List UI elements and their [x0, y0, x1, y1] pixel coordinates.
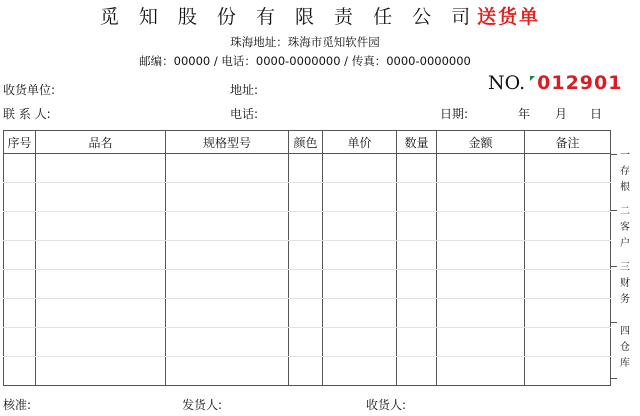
table-cell: [397, 241, 437, 270]
col-header-quantity: 数量: [397, 131, 437, 154]
phone-label: 电话:: [230, 107, 259, 121]
table-cell: [397, 183, 437, 212]
table-row: [4, 241, 611, 270]
table-row: [4, 299, 611, 328]
table-cell: [166, 328, 289, 357]
table-cell: [289, 183, 323, 212]
side-tick: [610, 210, 617, 211]
side-copy-finance: [617, 260, 633, 308]
table-row: [4, 212, 611, 241]
side-tick: [610, 378, 617, 379]
side-copy-char: 务: [620, 294, 630, 305]
table-cell: [166, 299, 289, 328]
table-cell: [36, 154, 166, 183]
table-cell: [289, 241, 323, 270]
company-title: [0, 2, 640, 29]
table-cell: [36, 183, 166, 212]
side-copy-warehouse: [617, 324, 633, 372]
table-cell: [323, 154, 397, 183]
table-cell: [4, 357, 36, 386]
table-cell: [36, 299, 166, 328]
table-row: [4, 357, 611, 386]
table-cell: [166, 183, 289, 212]
serial-number-value: 012901: [537, 72, 623, 94]
table-cell: [166, 357, 289, 386]
table-cell: [166, 241, 289, 270]
side-tick: [610, 266, 617, 267]
table-cell: [289, 212, 323, 241]
table-cell: [525, 299, 611, 328]
side-copy-customer: [617, 204, 633, 252]
date-day: 日: [590, 107, 603, 121]
col-header-amount: 金额: [437, 131, 525, 154]
corner-mark-icon: [530, 76, 535, 81]
table-cell: [36, 270, 166, 299]
table-cell: [525, 270, 611, 299]
serial-number: [488, 72, 622, 94]
table-cell: [437, 241, 525, 270]
side-copy-char: 客: [620, 222, 630, 233]
goods-table: [3, 130, 611, 386]
table-cell: [437, 212, 525, 241]
side-copy-char: 根: [620, 182, 630, 193]
address-label: 地址:: [230, 83, 259, 97]
company-name: 觅 知 股 份 有 限 责 任 公 司: [99, 6, 478, 28]
table-cell: [323, 328, 397, 357]
approver-label: 核准:: [3, 398, 32, 412]
receiver-label: 收货人:: [366, 398, 407, 412]
table-cell: [4, 212, 36, 241]
table-cell: [323, 357, 397, 386]
side-copy-number: 四: [620, 326, 630, 337]
table-cell: [166, 154, 289, 183]
col-header-index: 序号: [4, 131, 36, 154]
date-year: 年: [518, 107, 531, 121]
table-cell: [166, 212, 289, 241]
side-copy-char: 财: [620, 278, 630, 289]
side-tick: [610, 154, 617, 155]
table-cell: [397, 212, 437, 241]
date-month: 月: [555, 107, 568, 121]
table-cell: [323, 270, 397, 299]
table-cell: [525, 154, 611, 183]
table-cell: [437, 357, 525, 386]
side-copy-number: 三: [620, 262, 630, 273]
contact-person-label: 联 系 人:: [3, 107, 51, 121]
table-cell: [36, 357, 166, 386]
table-cell: [289, 154, 323, 183]
side-copy-char: 库: [620, 358, 630, 369]
col-header-unit-price: 单价: [323, 131, 397, 154]
table-cell: [397, 270, 437, 299]
table-cell: [437, 183, 525, 212]
table-cell: [525, 328, 611, 357]
table-row: [4, 183, 611, 212]
col-header-spec: 规格型号: [166, 131, 289, 154]
col-header-remark: 备注: [525, 131, 611, 154]
side-copy-number: 二: [620, 206, 630, 217]
table-body: [4, 154, 611, 386]
table-row: [4, 154, 611, 183]
side-copy-stub: [617, 148, 633, 196]
document-type: 送货单: [477, 6, 541, 28]
col-header-color: 颜色: [289, 131, 323, 154]
date-label: 日期:: [440, 107, 469, 121]
serial-number-label: NO.: [488, 72, 526, 94]
side-copy-char: 存: [620, 166, 630, 177]
table-cell: [397, 357, 437, 386]
table-cell: [4, 183, 36, 212]
table-cell: [4, 328, 36, 357]
table-cell: [289, 270, 323, 299]
table-cell: [437, 154, 525, 183]
table-cell: [397, 154, 437, 183]
table-cell: [4, 270, 36, 299]
table-cell: [166, 270, 289, 299]
table-cell: [289, 357, 323, 386]
table-cell: [437, 299, 525, 328]
table-cell: [4, 154, 36, 183]
table-row: [4, 328, 611, 357]
table-cell: [525, 241, 611, 270]
table-cell: [525, 183, 611, 212]
side-copy-number: 一: [620, 150, 630, 161]
table-header-row: [4, 131, 611, 154]
side-tick: [610, 322, 617, 323]
table-cell: [289, 328, 323, 357]
table-cell: [525, 212, 611, 241]
company-address: 珠海地址：珠海市觅知软件园: [230, 35, 380, 49]
side-copy-char: 仓: [620, 342, 630, 353]
company-contact: 邮编：00000 / 电话：0000-0000000 / 传真：0000-0000000: [139, 54, 471, 68]
table-cell: [397, 299, 437, 328]
table-cell: [36, 328, 166, 357]
table-cell: [323, 212, 397, 241]
table-cell: [4, 299, 36, 328]
table-cell: [397, 328, 437, 357]
table-cell: [4, 241, 36, 270]
table-cell: [289, 299, 323, 328]
table-cell: [437, 270, 525, 299]
table-row: [4, 270, 611, 299]
table-cell: [323, 241, 397, 270]
table-cell: [36, 241, 166, 270]
recipient-label: 收货单位:: [3, 83, 56, 97]
col-header-product: 品名: [36, 131, 166, 154]
table-cell: [36, 212, 166, 241]
table-cell: [323, 183, 397, 212]
table-cell: [437, 328, 525, 357]
table-cell: [525, 357, 611, 386]
shipper-label: 发货人:: [182, 398, 223, 412]
side-copy-char: 户: [620, 238, 630, 249]
table-cell: [323, 299, 397, 328]
